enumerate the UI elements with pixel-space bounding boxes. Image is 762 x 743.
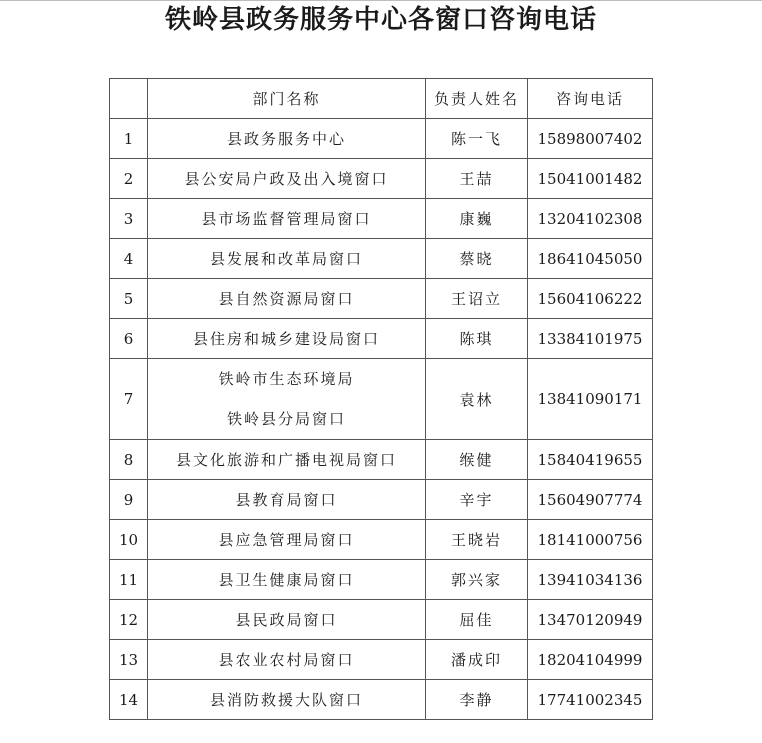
row-number: 4 [110, 239, 148, 279]
department-name: 县民政局窗口 [148, 600, 426, 640]
table-row [110, 600, 653, 640]
phone-number: 15604106222 [528, 279, 653, 319]
row-number: 14 [110, 680, 148, 720]
table-row [110, 680, 653, 720]
table-row [110, 440, 653, 480]
phone-number: 13204102308 [528, 199, 653, 239]
row-number: 1 [110, 119, 148, 159]
header-phone: 咨询电话 [528, 79, 653, 119]
phone-number: 18141000756 [528, 520, 653, 560]
header-index [110, 79, 148, 119]
table-row [110, 239, 653, 279]
person-name: 袁林 [426, 359, 528, 440]
department-name-line: 铁岭县分局窗口 [226, 410, 346, 428]
row-number: 7 [110, 359, 148, 440]
department-name: 县教育局窗口 [148, 480, 426, 520]
department-name: 县市场监督管理局窗口 [148, 199, 426, 239]
phone-number: 15041001482 [528, 159, 653, 199]
row-number: 9 [110, 480, 148, 520]
table-row [110, 640, 653, 680]
department-name: 县卫生健康局窗口 [148, 560, 426, 600]
phone-number: 13841090171 [528, 359, 653, 440]
phone-number: 17741002345 [528, 680, 653, 720]
phone-number: 13941034136 [528, 560, 653, 600]
row-number: 2 [110, 159, 148, 199]
table-row [110, 319, 653, 359]
table-row [110, 199, 653, 239]
table-row [110, 119, 653, 159]
table-row [110, 480, 653, 520]
person-name: 陈琪 [426, 319, 528, 359]
table-row [110, 159, 653, 199]
table-row [110, 359, 653, 440]
person-name: 潘成印 [426, 640, 528, 680]
person-name: 王喆 [426, 159, 528, 199]
department-name: 县发展和改革局窗口 [148, 239, 426, 279]
person-name: 陈一飞 [426, 119, 528, 159]
person-name: 屈佳 [426, 600, 528, 640]
contact-table [109, 78, 653, 720]
row-number: 13 [110, 640, 148, 680]
table-header-row [110, 79, 653, 119]
department-name: 县农业农村局窗口 [148, 640, 426, 680]
row-number: 5 [110, 279, 148, 319]
person-name: 康巍 [426, 199, 528, 239]
person-name: 郭兴家 [426, 560, 528, 600]
row-number: 3 [110, 199, 148, 239]
phone-number: 15840419655 [528, 440, 653, 480]
row-number: 12 [110, 600, 148, 640]
page-title: 铁岭县政务服务中心各窗口咨询电话 [164, 5, 597, 35]
phone-number: 13470120949 [528, 600, 653, 640]
table-row [110, 560, 653, 600]
row-number: 8 [110, 440, 148, 480]
department-name: 县消防救援大队窗口 [148, 680, 426, 720]
person-name: 辛宇 [426, 480, 528, 520]
person-name: 蔡晓 [426, 239, 528, 279]
person-name: 缑健 [426, 440, 528, 480]
department-name-line: 铁岭市生态环境局 [218, 370, 355, 388]
phone-number: 15898007402 [528, 119, 653, 159]
header-person: 负责人姓名 [426, 79, 528, 119]
row-number: 11 [110, 560, 148, 600]
department-name: 县文化旅游和广播电视局窗口 [148, 440, 426, 480]
phone-number: 18204104999 [528, 640, 653, 680]
department-name: 县政务服务中心 [148, 119, 426, 159]
department-name [148, 359, 426, 440]
phone-number: 15604907774 [528, 480, 653, 520]
table-row [110, 520, 653, 560]
person-name: 王晓岩 [426, 520, 528, 560]
department-name: 县公安局户政及出入境窗口 [148, 159, 426, 199]
row-number: 6 [110, 319, 148, 359]
table-row [110, 279, 653, 319]
department-name: 县住房和城乡建设局窗口 [148, 319, 426, 359]
department-name: 县自然资源局窗口 [148, 279, 426, 319]
phone-number: 18641045050 [528, 239, 653, 279]
top-divider [0, 0, 762, 1]
header-department: 部门名称 [148, 79, 426, 119]
person-name: 李静 [426, 680, 528, 720]
person-name: 王诏立 [426, 279, 528, 319]
department-name: 县应急管理局窗口 [148, 520, 426, 560]
row-number: 10 [110, 520, 148, 560]
phone-number: 13384101975 [528, 319, 653, 359]
